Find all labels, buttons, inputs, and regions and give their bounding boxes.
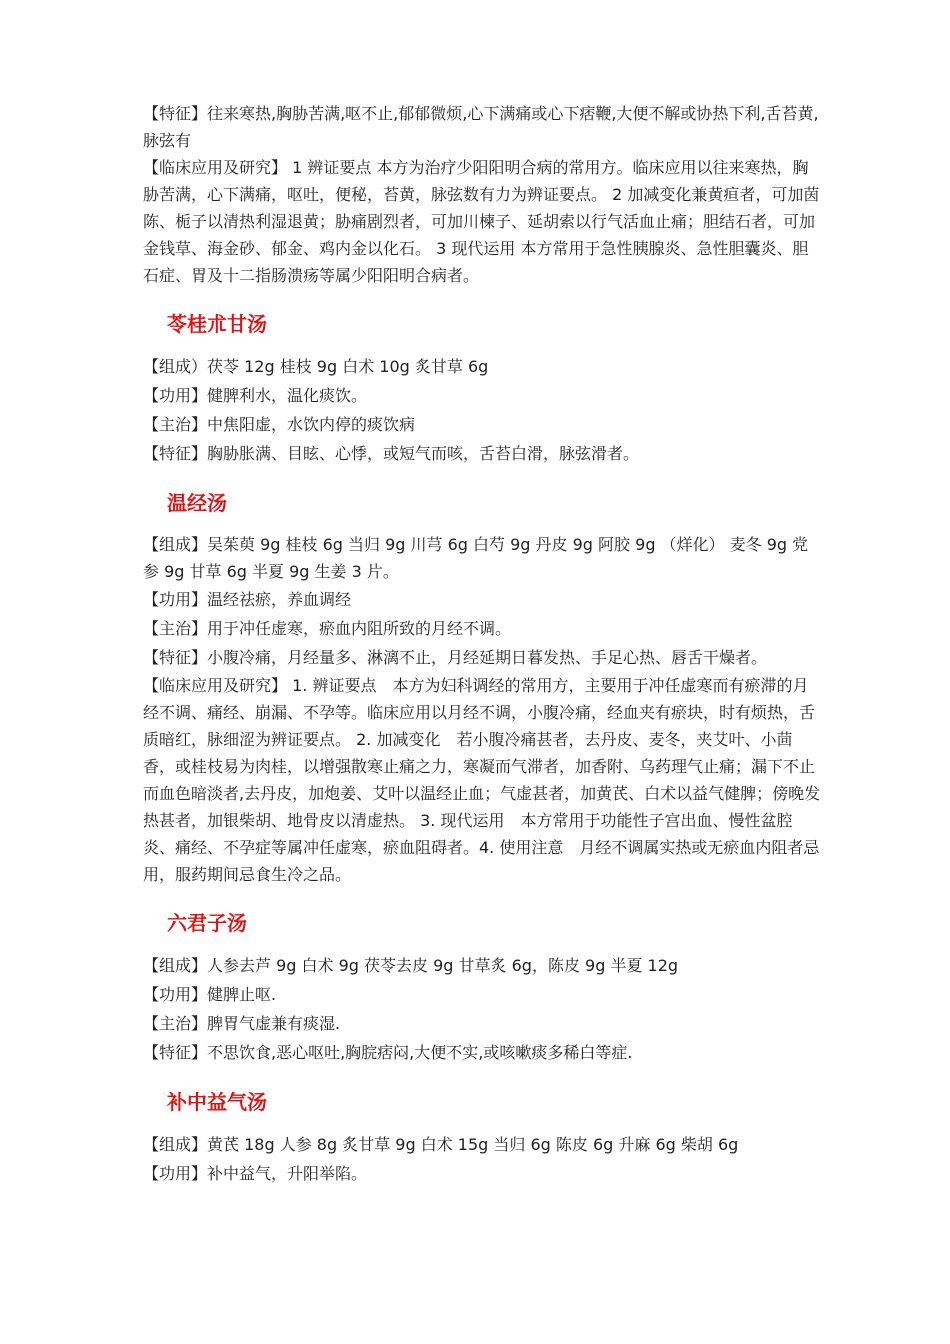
feature-line: 【特征】胸胁胀满、目眩、心悸，或短气而咳，舌苔白滑，脉弦滑者。 [143, 444, 640, 463]
indication-line: 【主治】用于冲任虚寒，瘀血内阻所致的月经不调。 [143, 619, 512, 638]
section-linggui [143, 309, 823, 468]
section-title: 六君子汤 [167, 911, 247, 935]
composition-line: 【组成）茯苓 12g 桂枝 9g 白术 10g 炙甘草 6g [143, 357, 489, 376]
composition-line: 【组成】黄芪 18g 人参 8g 炙甘草 9g 白术 15g 当归 6g 陈皮 6g 升麻 6g 柴胡 6g [143, 1135, 739, 1154]
section-title: 苓桂朮甘汤 [167, 312, 267, 336]
intro-clinical: 【临床应用及研究】 1 辨证要点 本方为治疗少阳阳明合病的常用方。临床应用以往来寒热，胸胁苦满，心下满痛，呕吐，便秘，苔黄，脉弦数有力为辨证要点。 2 加减变化兼黄疸者，可加茵陈、栀子以清热利湿退黄；胁痛剧烈者，可加川楝子、延胡索以行气活血止痛；胆结石者，可加金钱草、海金砂、郁金、鸡内金以化石。 3 现代运用 本方常用于急性胰腺炎、急性胆囊炎、胆石症、胃及十二指肠溃疡等属少阳阳明合病者。 [143, 158, 820, 285]
feature-line: 【特征】小腹冷痛，月经量多、淋漓不止，月经延期日暮发热、手足心热、唇舌干燥者。 [143, 648, 768, 667]
function-line: 【功用】健脾利水，温化痰饮。 [143, 386, 368, 405]
document-page [143, 100, 823, 1188]
intro-feature: 【特征】往来寒热,胸胁苦满,呕不止,郁郁微烦,心下满痛或心下痞鞭,大便不解或协热下利,舌苔黄,脉弦有 [143, 104, 819, 150]
section-wenjing [143, 488, 823, 888]
indication-line: 【主治】中焦阳虚，水饮内停的痰饮病 [143, 415, 416, 434]
section-title: 温经汤 [167, 491, 227, 515]
intro-block [143, 100, 823, 289]
section-liujunzi [143, 908, 823, 1067]
function-line: 【功用】健脾止呕. [143, 985, 277, 1004]
indication-line: 【主治】脾胃气虚兼有痰湿. [143, 1014, 341, 1033]
feature-line: 【特征】不思饮食,恶心呕吐,胸脘痞闷,大便不实,或咳嗽痰多稀白等症. [143, 1043, 633, 1062]
function-line: 【功用】温经祛瘀，养血调经 [143, 590, 352, 609]
section-title: 补中益气汤 [167, 1090, 267, 1114]
composition-line: 【组成】吴茱萸 9g 桂枝 6g 当归 9g 川芎 6g 白芍 9g 丹皮 9g 阿胶 9g （烊化） 麦冬 9g 党参 9g 甘草 6g 半夏 9g 生姜 3 片。 [143, 535, 809, 581]
function-line: 【功用】补中益气，升阳举陷。 [143, 1164, 368, 1183]
section-buzhong [143, 1087, 823, 1188]
clinical-paragraph: 【临床应用及研究】 1. 辨证要点 本方为妇科调经的常用方，主要用于冲任虚寒而有瘀滞的月经不调、痛经、崩漏、不孕等。临床应用以月经不调，小腹冷痛，经血夹有瘀块，时有烦热，舌质暗红，脉细涩为辨证要点。 2. 加减变化 若小腹冷痛甚者，去丹皮、麦冬，夹艾叶、小茴香，或桂枝易为肉桂，以增强散寒止痛之力，寒凝而气滞者，加香附、乌药理气止痛；漏下不止而血色暗淡者,去丹皮，加炮姜、艾叶以温经止血；气虚甚者，加黄芪、白术以益气健脾；傍晚发热甚者，加银柴胡、地骨皮以清虚热。 3. 现代运用 本方常用于功能性子宫出血、慢性盆腔炎、痛经、不孕症等属冲任虚寒，瘀血阻碍者。4. 使用注意 月经不调属实热或无瘀血内阻者忌用，服药期间忌食生冷之品。 [143, 676, 821, 884]
composition-line: 【组成】人参去芦 9g 白术 9g 茯苓去皮 9g 甘草炙 6g，陈皮 9g 半夏 12g [143, 956, 679, 975]
